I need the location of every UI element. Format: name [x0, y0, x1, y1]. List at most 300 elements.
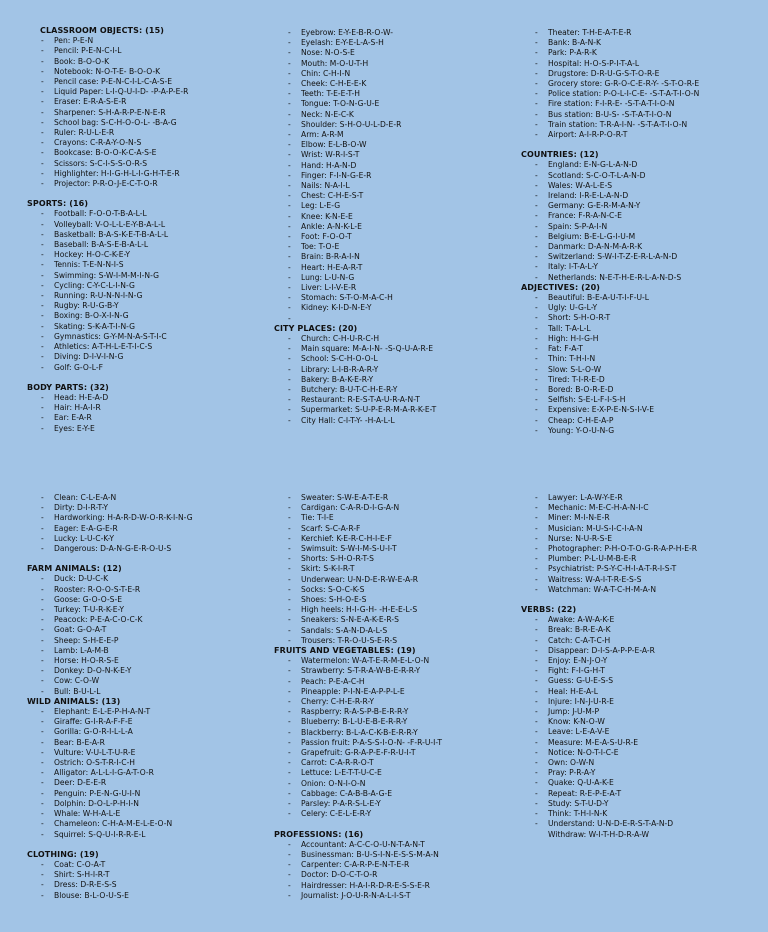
list-item: [27, 108, 272, 118]
word-spelling: Brain: B-R-A-I-N: [301, 252, 360, 262]
dash-bullet: -: [535, 656, 538, 666]
list-item: [274, 738, 519, 748]
list-item: [27, 271, 272, 281]
word-spelling: Bored: B-O-R-E-D: [548, 384, 614, 394]
dash-bullet: -: [41, 788, 44, 798]
dash-bullet: -: [288, 544, 291, 554]
word-spelling: Carpenter: C-A-R-P-E-N-T-E-R: [301, 860, 410, 870]
list-item: [521, 416, 766, 426]
dash-bullet: -: [41, 625, 44, 635]
dash-bullet: -: [288, 395, 291, 405]
word-spelling: Nails: N-A-I-L: [301, 181, 350, 191]
dash-bullet: -: [535, 533, 538, 543]
word-spelling: Lamb: L-A-M-B: [54, 645, 109, 655]
word-spelling: Athletics: A-T-H-L-E-T-I-C-S: [54, 342, 153, 352]
dash-bullet: -: [288, 686, 291, 696]
dash-bullet: -: [41, 666, 44, 676]
word-spelling: Hockey: H-O-C-K-E-Y: [54, 250, 131, 260]
dash-bullet: -: [41, 574, 44, 584]
dash-bullet: -: [535, 758, 538, 768]
word-spelling: Selfish: S-E-L-F-I-S-H: [548, 395, 626, 405]
word-spelling: Measure: M-E-A-S-U-R-E: [548, 737, 639, 747]
word-spelling: Cherry: C-H-E-R-R-Y: [301, 697, 374, 707]
dash-bullet: -: [288, 564, 291, 574]
list-item: [27, 891, 272, 901]
dash-bullet: -: [535, 584, 538, 594]
dash-bullet: -: [288, 788, 291, 798]
word-spelling: Ear: E-A-R: [54, 413, 92, 423]
list-item: [274, 385, 519, 395]
list-item: [274, 252, 519, 262]
word-list: [274, 840, 519, 901]
word-spelling: Eyelash: E-Y-E-L-A-S-H: [301, 38, 384, 48]
list-item: [27, 666, 272, 676]
list-item: [274, 212, 519, 222]
list-item: [274, 283, 519, 293]
dash-bullet: -: [288, 333, 291, 343]
word-spelling: Neck: N-E-C-K: [301, 109, 354, 119]
dash-bullet: -: [288, 99, 291, 109]
list-item: [274, 554, 519, 564]
dash-bullet: -: [535, 262, 538, 272]
category-heading: FARM ANIMALS: (12): [27, 564, 122, 574]
list-item: [274, 564, 519, 574]
list-item: [27, 615, 272, 625]
word-spelling: Tongue: T-O-N-G-U-E: [301, 99, 380, 109]
word-spelling: Gorilla: G-O-R-I-L-L-A: [54, 727, 133, 737]
word-spelling: Blouse: B-L-O-U-S-E: [54, 890, 129, 900]
list-item: [521, 303, 766, 313]
list-item: [521, 211, 766, 221]
list-item: [521, 130, 766, 140]
word-spelling: Theater: T-H-E-A-T-E-R: [548, 28, 632, 37]
word-list: [521, 615, 766, 839]
word-spelling: Bank: B-A-N-K: [548, 38, 601, 48]
word-spelling: Dolphin: D-O-L-P-H-I-N: [54, 798, 139, 808]
word-spelling: Chin: C-H-I-N: [301, 68, 351, 78]
word-spelling: Injure: I-N-J-U-R-E: [548, 696, 614, 706]
word-spelling: Finger: F-I-N-G-E-R: [301, 170, 372, 180]
list-item: [274, 666, 519, 676]
dash-bullet: -: [535, 625, 538, 635]
list-item: [27, 819, 272, 829]
list-item: [521, 354, 766, 364]
dash-bullet: -: [41, 229, 44, 239]
word-spelling: Cow: C-O-W: [54, 676, 100, 686]
list-item: [274, 799, 519, 809]
word-spelling: Dirty: D-I-R-T-Y: [54, 503, 108, 513]
list-item: [27, 625, 272, 635]
word-spelling: Swimsuit: S-W-I-M-S-U-I-T: [301, 544, 397, 554]
dash-bullet: -: [535, 79, 538, 89]
dash-bullet: -: [535, 574, 538, 584]
list-item: [274, 416, 519, 426]
word-spelling: Wales: W-A-L-E-S: [548, 180, 613, 190]
word-spelling: Dress: D-R-E-S-S: [54, 880, 117, 890]
dash-bullet: -: [288, 38, 291, 48]
dash-bullet: -: [41, 77, 44, 87]
dash-bullet: -: [41, 523, 44, 533]
category-heading: FRUITS AND VEGETABLES: (19): [274, 646, 416, 656]
list-item: [274, 181, 519, 191]
word-spelling: Enjoy: E-N-J-O-Y: [548, 656, 608, 666]
list-item: [521, 585, 766, 595]
dash-bullet: -: [41, 168, 44, 178]
list-item: [27, 778, 272, 788]
dash-bullet: -: [535, 191, 538, 201]
word-list: [27, 707, 272, 840]
list-item: [521, 426, 766, 436]
list-item: [521, 344, 766, 354]
word-spelling: Supermarket: S-U-P-E-R-M-A-R-K-E-T: [301, 405, 437, 415]
word-spelling: Heal: H-E-A-L: [548, 686, 598, 696]
word-list: [274, 334, 519, 426]
word-spelling: Passion fruit: P-A-S-S-I-O-N- -F-R-U-I-T: [301, 737, 443, 747]
list-item: [27, 513, 272, 523]
category-heading: WILD ANIMALS: (13): [27, 696, 121, 706]
list-item: [27, 738, 272, 748]
word-spelling: Alligator: A-L-L-I-G-A-T-O-R: [54, 768, 154, 778]
dash-bullet: -: [288, 232, 291, 242]
list-item: [274, 99, 519, 109]
list-item: [27, 311, 272, 321]
word-spelling: Know: K-N-O-W: [548, 717, 605, 727]
word-spelling: Chest: C-H-E-S-T: [301, 191, 364, 201]
word-spelling: Journalist: J-O-U-R-N-A-L-I-S-T: [301, 890, 411, 900]
list-item: [27, 46, 272, 56]
list-item: [521, 809, 766, 819]
list-item: [27, 352, 272, 362]
list-item: [274, 595, 519, 605]
dash-bullet: -: [288, 181, 291, 191]
list-item: [27, 148, 272, 158]
word-spelling: Underwear: U-N-D-E-R-W-E-A-R: [301, 574, 419, 584]
word-spelling: School bag: S-C-H-O-O-L- -B-A-G: [54, 117, 177, 127]
list-item: [274, 615, 519, 625]
list-item: [274, 28, 519, 38]
word-list: [27, 860, 272, 901]
dash-bullet: -: [288, 211, 291, 221]
category-heading: COUNTRIES: (12): [521, 150, 599, 160]
word-spelling: Tired: T-I-R-E-D: [548, 374, 605, 384]
word-spelling: Drugstore: D-R-U-G-S-T-O-R-E: [548, 68, 660, 78]
list-item: [27, 138, 272, 148]
list-item: [27, 809, 272, 819]
list-item: [27, 403, 272, 413]
list-item: [274, 293, 519, 303]
dash-bullet: -: [535, 231, 538, 241]
word-spelling: Think: T-H-I-N-K: [548, 809, 608, 819]
word-spelling: Break: B-R-E-A-K: [548, 625, 611, 635]
word-spelling: Belgium: B-E-L-G-I-U-M: [548, 231, 636, 241]
list-item: [274, 779, 519, 789]
word-spelling: School: S-C-H-O-O-L: [301, 354, 378, 364]
list-item: [521, 758, 766, 768]
list-item: [521, 79, 766, 89]
list-item: [521, 717, 766, 727]
dash-bullet: -: [41, 107, 44, 117]
list-item: [27, 595, 272, 605]
word-list: [521, 493, 766, 595]
list-item: [521, 697, 766, 707]
word-spelling: Pineapple: P-I-N-E-A-P-P-L-E: [301, 686, 405, 696]
list-item: [521, 110, 766, 120]
word-spelling: Bus station: B-U-S- -S-T-A-T-I-O-N: [548, 109, 672, 119]
list-item: [274, 809, 519, 819]
word-spelling: Disappear: D-I-S-A-P-P-E-A-R: [548, 645, 655, 655]
dash-bullet: -: [288, 89, 291, 99]
list-item: [521, 789, 766, 799]
list-item: [521, 819, 766, 829]
word-spelling: Knee: K-N-E-E: [301, 211, 353, 221]
dash-bullet: -: [288, 737, 291, 747]
dash-bullet: -: [288, 109, 291, 119]
list-item: [274, 575, 519, 585]
dash-bullet: -: [288, 707, 291, 717]
list-item: [27, 860, 272, 870]
list-item: [274, 273, 519, 283]
list-item: [521, 727, 766, 737]
word-spelling: Diving: D-I-V-I-N-G: [54, 352, 124, 362]
word-spelling: Coat: C-O-A-T: [54, 859, 106, 869]
dash-bullet: -: [535, 221, 538, 231]
dash-bullet: -: [288, 313, 291, 323]
word-spelling: Netherlands: N-E-T-H-E-R-L-A-N-D-S: [548, 272, 682, 282]
word-spelling: Teeth: T-E-E-T-H: [301, 89, 360, 99]
category-heading: CITY PLACES: (20): [274, 323, 358, 333]
dash-bullet: -: [288, 717, 291, 727]
dash-bullet: -: [288, 890, 291, 900]
list-item: [521, 738, 766, 748]
list-item: [27, 656, 272, 666]
dash-bullet: -: [41, 798, 44, 808]
list-item: [521, 59, 766, 69]
word-spelling: Ugly: U-G-L-Y: [548, 303, 598, 313]
dash-bullet: -: [288, 262, 291, 272]
list-item: [27, 830, 272, 840]
dash-bullet: -: [288, 635, 291, 645]
list-item: [521, 252, 766, 262]
list-item: [274, 524, 519, 534]
word-spelling: France: F-R-A-N-C-E: [548, 211, 622, 221]
word-spelling: Repeat: R-E-P-E-A-T: [548, 788, 622, 798]
list-item: [521, 405, 766, 415]
word-spelling: Photographer: P-H-O-T-O-G-R-A-P-H-E-R: [548, 544, 698, 554]
dash-bullet: -: [535, 686, 538, 696]
list-item: [274, 395, 519, 405]
word-spelling: Donkey: D-O-N-K-E-Y: [54, 666, 132, 676]
list-item: [521, 575, 766, 585]
dash-bullet: -: [288, 676, 291, 686]
word-spelling: Ireland: I-R-E-L-A-N-D: [548, 191, 629, 201]
word-spelling: Deer: D-E-E-R: [54, 778, 107, 788]
word-spelling: Watchman: W-A-T-C-H-M-A-N: [548, 584, 657, 594]
dash-bullet: -: [41, 128, 44, 138]
word-spelling: Skirt: S-K-I-R-T: [301, 564, 355, 574]
dash-bullet: -: [535, 89, 538, 99]
list-item: [27, 220, 272, 230]
word-spelling: Restaurant: R-E-S-T-A-U-R-A-N-T: [301, 395, 420, 405]
word-spelling: Goose: G-O-O-S-E: [54, 594, 123, 604]
dash-bullet: -: [288, 283, 291, 293]
dash-bullet: -: [288, 839, 291, 849]
list-item: [27, 97, 272, 107]
dash-bullet: -: [288, 364, 291, 374]
list-item: [274, 717, 519, 727]
list-item: [521, 375, 766, 385]
word-spelling: Sneakers: S-N-E-A-K-E-R-S: [301, 615, 399, 625]
dash-bullet: -: [535, 109, 538, 119]
list-item: [521, 232, 766, 242]
column-bottom-right: [521, 493, 766, 840]
word-spelling: Penguin: P-E-N-G-U-I-N: [54, 788, 141, 798]
word-spelling: Expensive: E-X-P-E-N-S-I-V-E: [548, 405, 655, 415]
dash-bullet: -: [41, 645, 44, 655]
word-spelling: Book: B-O-O-K: [54, 56, 110, 66]
word-spelling: Accountant: A-C-C-O-U-N-T-A-N-T: [301, 839, 425, 849]
dash-bullet: -: [41, 36, 44, 46]
dash-bullet: -: [41, 656, 44, 666]
dash-bullet: -: [288, 79, 291, 89]
word-spelling: Italy: I-T-A-L-Y: [548, 262, 599, 272]
dash-bullet: -: [41, 747, 44, 757]
list-item: [27, 118, 272, 128]
word-spelling: Blueberry: B-L-U-E-B-E-R-R-Y: [301, 717, 408, 727]
word-spelling: Shoulder: S-H-O-U-L-D-E-R: [301, 119, 402, 129]
list-item: [521, 334, 766, 344]
list-item: [274, 354, 519, 364]
dash-bullet: -: [41, 829, 44, 839]
list-item: [274, 263, 519, 273]
list-item: [27, 789, 272, 799]
word-spelling: Heart: H-E-A-R-T: [301, 262, 363, 272]
list-item: [521, 69, 766, 79]
dash-bullet: -: [41, 615, 44, 625]
dash-bullet: -: [41, 311, 44, 321]
word-spelling: Hairdresser: H-A-I-R-D-R-E-S-S-E-R: [301, 880, 430, 890]
word-list: [521, 160, 766, 282]
list-item: [27, 393, 272, 403]
dash-bullet: -: [288, 595, 291, 605]
dash-bullet: -: [535, 28, 538, 37]
word-spelling: Squirrel: S-Q-U-I-R-R-E-L: [54, 829, 146, 839]
word-spelling: Carrot: C-A-R-R-O-T: [301, 758, 374, 768]
list-item: [274, 344, 519, 354]
category-heading: PROFESSIONS: (16): [274, 829, 364, 839]
category-heading: CLOTHING: (19): [27, 849, 99, 859]
list-item: [27, 605, 272, 615]
word-spelling: Bookcase: B-O-O-K-C-A-S-E: [54, 148, 157, 158]
list-item: [274, 493, 519, 503]
dash-bullet: -: [288, 554, 291, 564]
dash-bullet: -: [535, 523, 538, 533]
dash-bullet: -: [288, 242, 291, 252]
word-spelling: Golf: G-O-L-F: [54, 362, 103, 372]
list-item: [27, 646, 272, 656]
dash-bullet: -: [288, 809, 291, 819]
dash-bullet: -: [288, 28, 291, 37]
dash-bullet: -: [288, 293, 291, 303]
word-spelling: Notebook: N-O-T-E- B-O-O-K: [54, 66, 161, 76]
word-spelling: Peach: P-E-A-C-H: [301, 676, 365, 686]
list-item: [521, 385, 766, 395]
word-spelling: Psychiatrist: P-S-Y-C-H-I-A-T-R-I-S-T: [548, 564, 677, 574]
word-spelling: Cardigan: C-A-R-D-I-G-A-N: [301, 503, 400, 513]
word-spelling: Parsley: P-A-R-S-L-E-Y: [301, 799, 381, 809]
list-item: [521, 778, 766, 788]
word-spelling: Kerchief: K-E-R-C-H-I-E-F: [301, 533, 392, 543]
dash-bullet: -: [41, 148, 44, 158]
dash-bullet: -: [535, 788, 538, 798]
word-spelling: Giraffe: G-I-R-A-F-F-E: [54, 717, 133, 727]
list-item: [274, 544, 519, 554]
word-spelling: Head: H-E-A-D: [54, 392, 109, 402]
dash-bullet: -: [41, 46, 44, 56]
word-spelling: Ankle: A-N-K-L-E: [301, 221, 362, 231]
list-item: [27, 636, 272, 646]
list-item: [27, 36, 272, 46]
word-spelling: Lawyer: L-A-W-Y-E-R: [548, 493, 623, 502]
dash-bullet: -: [41, 880, 44, 890]
word-spelling: High heels: H-I-G-H- -H-E-E-L-S: [301, 605, 418, 615]
word-spelling: Pen: P-E-N: [54, 36, 94, 46]
dash-bullet: -: [288, 191, 291, 201]
dash-bullet: -: [288, 344, 291, 354]
word-list: [27, 36, 272, 189]
list-item: [274, 850, 519, 860]
word-spelling: Shirt: S-H-I-R-T: [54, 870, 110, 880]
list-item: [274, 48, 519, 58]
word-spelling: Horse: H-O-R-S-E: [54, 656, 119, 666]
list-item: [27, 363, 272, 373]
word-spelling: Elbow: E-L-B-O-W: [301, 140, 367, 150]
dash-bullet: -: [535, 676, 538, 686]
dash-bullet: -: [41, 240, 44, 250]
list-item: [521, 493, 766, 503]
dash-bullet: -: [288, 748, 291, 758]
list-item: [27, 727, 272, 737]
list-item: [521, 181, 766, 191]
list-item: [274, 59, 519, 69]
word-spelling: Shoes: S-H-O-E-S: [301, 595, 367, 605]
list-item: [274, 222, 519, 232]
word-spelling: Boxing: B-O-X-I-N-G: [54, 311, 129, 321]
list-item: [274, 334, 519, 344]
list-item: [274, 707, 519, 717]
dash-bullet: -: [41, 179, 44, 189]
word-spelling: Guess: G-U-E-S-S: [548, 676, 614, 686]
list-item: [521, 748, 766, 758]
dash-bullet: -: [41, 727, 44, 737]
dash-bullet: -: [288, 584, 291, 594]
dash-bullet: -: [535, 374, 538, 384]
dash-bullet: -: [535, 405, 538, 415]
list-item: [27, 574, 272, 584]
list-item: [27, 758, 272, 768]
word-spelling: Doctor: D-O-C-T-O-R: [301, 870, 378, 880]
list-item: [521, 666, 766, 676]
list-item: [27, 240, 272, 250]
word-spelling: Baseball: B-A-S-E-B-A-L-L: [54, 240, 149, 250]
word-spelling: Toe: T-O-E: [301, 242, 340, 252]
word-spelling: Hair: H-A-I-R: [54, 403, 101, 413]
list-item: [521, 262, 766, 272]
dash-bullet: -: [535, 130, 538, 140]
word-spelling: Wrist: W-R-I-S-T: [301, 150, 360, 160]
dash-bullet: -: [535, 48, 538, 58]
dash-bullet: -: [288, 697, 291, 707]
list-item: [274, 768, 519, 778]
